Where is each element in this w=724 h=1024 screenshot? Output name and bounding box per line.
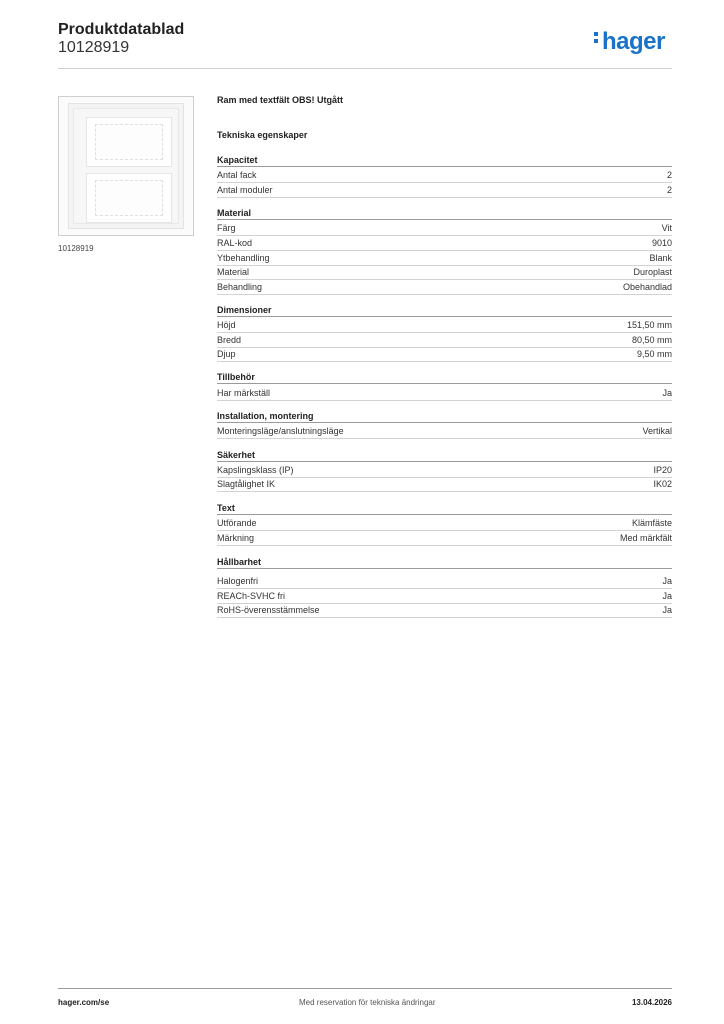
spec-value: Obehandlad [622,282,672,292]
spec-row [217,347,672,362]
footer-date: 13.04.2026 [631,998,672,1007]
spec-value: Vertikal [642,426,672,436]
spec-row [217,516,672,531]
spec-key: Färg [217,223,236,233]
spec-row [217,603,672,618]
spec-value: Klämfäste [631,518,672,528]
logo-text: hager [602,28,665,55]
spec-row [217,236,672,251]
spec-row [217,463,672,478]
spec-value: IP20 [653,465,672,475]
spec-row [217,589,672,604]
spec-key: RAL-kod [217,238,253,248]
spec-value: Vit [661,223,672,233]
spec-key: REACh-SVHC fri [217,591,286,601]
spec-value: Ja [662,591,672,601]
spec-value: Ja [662,388,672,398]
spec-key: Antal moduler [217,185,273,195]
document-number: 10128919 [58,39,130,56]
spec-value: IK02 [653,479,672,489]
spec-key: Ytbehandling [217,253,270,263]
section-title-sakerhet: Säkerhet [217,450,672,462]
spec-value: Med märkfält [619,533,672,543]
section-title-kapacitet: Kapacitet [217,155,672,167]
spec-row [217,477,672,492]
spec-key: Utförande [217,518,257,528]
document-title: Produktdatablad [58,21,185,38]
spec-key: Har märkställ [217,388,271,398]
product-image [58,96,194,236]
spec-key: Monteringsläge/anslutningsläge [217,426,344,436]
spec-value: 2 [666,170,672,180]
spec-key: Antal fack [217,170,257,180]
spec-value: 80,50 mm [631,335,672,345]
spec-row [217,574,672,589]
spec-value: Ja [662,605,672,615]
spec-key: Halogenfri [217,576,259,586]
frame-illustration [68,103,184,229]
spec-row [217,221,672,236]
footer-website: hager.com/se [58,998,110,1007]
spec-key: Höjd [217,320,236,330]
spec-value: Duroplast [633,267,672,277]
spec-value: Blank [649,253,672,263]
spec-row [217,386,672,401]
section-title-material: Material [217,208,672,220]
product-name: Ram med textfält OBS! Utgått [217,95,344,105]
spec-key: Slagtålighet IK [217,479,276,489]
logo-dots-icon [594,29,600,46]
frame-cell-top [86,117,172,167]
frame-cell-bottom [86,173,172,223]
spec-row [217,280,672,295]
spec-row [217,424,672,439]
spec-row [217,168,672,183]
section-title-installation: Installation, montering [217,411,672,423]
footer-disclaimer: Med reservation för tekniska ändringar [299,998,436,1007]
section-title-text: Text [217,503,672,515]
spec-value: 151,50 mm [626,320,672,330]
spec-row [217,183,672,198]
spec-row [217,531,672,546]
footer-divider [58,988,672,989]
tech-heading: Tekniska egenskaper [217,130,308,140]
spec-key: Bredd [217,335,242,345]
spec-value: 2 [666,185,672,195]
spec-row [217,318,672,333]
spec-key: RoHS-överensstämmelse [217,605,320,615]
spec-value: 9,50 mm [636,349,672,359]
spec-row [217,333,672,348]
hager-logo [594,28,665,56]
spec-row [217,251,672,266]
section-title-tillbehor: Tillbehör [217,372,672,384]
spec-key: Märkning [217,533,255,543]
header-divider [58,68,672,69]
spec-value: 9010 [651,238,672,248]
spec-key: Material [217,267,250,277]
image-caption: 10128919 [58,244,94,253]
section-title-dimensioner: Dimensioner [217,305,672,317]
spec-key: Kapslingsklass (IP) [217,465,294,475]
spec-key: Djup [217,349,236,359]
spec-row [217,265,672,280]
spec-value: Ja [662,576,672,586]
section-title-hallbarhet: Hållbarhet [217,557,672,569]
spec-key: Behandling [217,282,263,292]
